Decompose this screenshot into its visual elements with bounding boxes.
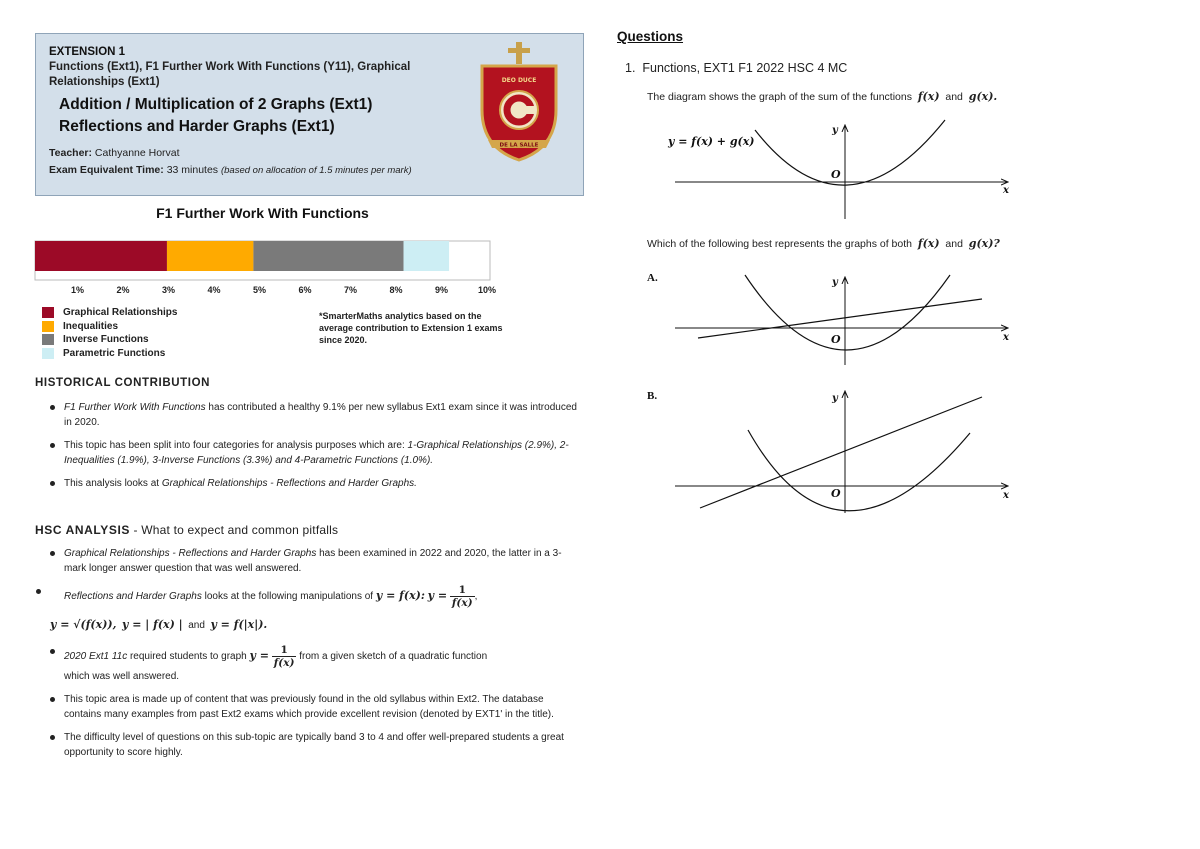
question-1-prompt <box>647 237 1000 250</box>
header-text <box>49 46 469 176</box>
title-line-2: Reflections and Harder Graphs (Ext1) <box>59 118 335 135</box>
exam-time-note: (based on allocation of 1.5 minutes per mark) <box>220 165 412 176</box>
math-expression: y = <box>427 589 448 603</box>
x-axis-label: x <box>1003 332 1009 343</box>
question-title: Functions, EXT1 F1 2022 HSC 4 MC <box>642 61 848 75</box>
bullet-text: and <box>188 620 205 631</box>
list-item <box>50 644 578 684</box>
question-text: The diagram shows the graph of the sum of the functions <box>647 91 912 103</box>
legend-label: Inequalities <box>63 320 119 332</box>
question-text: and <box>945 238 963 250</box>
math-fraction: $\frac{1}{f(x)}$ <box>451 584 473 609</box>
graph-equation-label: y = f(x) + g(x) <box>668 135 755 148</box>
legend-swatch <box>42 348 54 359</box>
parabola-curve <box>745 275 950 350</box>
x-axis-label: x <box>1003 490 1009 501</box>
bar-graphical-relationships <box>35 241 167 271</box>
legend-item-parametric-functions <box>42 347 177 361</box>
bar-inequalities <box>167 241 253 271</box>
list-item <box>50 400 578 430</box>
legend-label: Parametric Functions <box>63 347 166 359</box>
option-b-graph[interactable] <box>660 385 1020 515</box>
title-line-1: Addition / Multiplication of 2 Graphs (Ext1) <box>59 96 373 113</box>
emphasis-text: F1 Further Work With Functions <box>64 402 206 413</box>
historical-contribution-heading: HISTORICAL CONTRIBUTION <box>35 377 211 389</box>
math-expression: y = √(f(x)), <box>50 618 117 631</box>
math-expression: f(x) <box>917 90 940 103</box>
x-tick-label: 4% <box>207 285 221 295</box>
option-a-graph[interactable] <box>660 265 1020 365</box>
questions-heading: Questions <box>617 29 684 44</box>
parabola-curve <box>748 430 970 511</box>
legend-swatch <box>42 321 54 332</box>
x-tick-label: 9% <box>434 285 449 295</box>
option-b-label[interactable]: B. <box>647 390 658 402</box>
x-tick-label: 2% <box>116 285 130 295</box>
sum-function-graph <box>660 115 1020 225</box>
emphasis-text: 2020 Ext1 11c <box>64 651 128 663</box>
bar-parametric-functions <box>404 241 450 271</box>
chart-title: F1 Further Work With Functions <box>156 205 369 221</box>
math-expression: y = f(|x|). <box>210 618 268 631</box>
bullet-text: has contributed a healthy 9.1% per new syllabus Ext1 exam since it was introduced in 2020. <box>64 402 577 428</box>
x-tick-label: 3% <box>161 285 176 295</box>
list-item <box>50 730 578 760</box>
question-text: and <box>945 91 963 103</box>
teacher-name: Cathyanne Horvat <box>94 147 180 159</box>
bullet-text: from a given sketch of a quadratic function <box>299 651 488 663</box>
y-axis-label: y <box>832 393 838 404</box>
x-tick-label: 5% <box>252 285 267 295</box>
x-tick-label: 7% <box>343 285 358 295</box>
chart-analytics-note: *SmarterMaths analytics based on the average contribution to Extension 1 exams since 2020. <box>319 311 503 345</box>
hsc-bullet-list <box>50 546 578 768</box>
hsc-heading-rest: - What to expect and common pitfalls <box>130 523 339 537</box>
header-box <box>35 33 584 196</box>
bullet-text: has been examined in 2022 and 2020, the latter in a 3-mark longer answer question that was well answered. <box>64 548 562 574</box>
extension-label: EXTENSION 1 <box>49 46 126 58</box>
x-tick-label: 10% <box>477 285 497 295</box>
math-expression: f(x) <box>917 237 940 250</box>
math-expression: y = <box>249 649 269 663</box>
page-title <box>49 94 469 138</box>
teacher-line <box>49 147 469 159</box>
chart-bars <box>35 241 449 271</box>
math-fraction: $\frac{1}{f(x)}$ <box>273 644 295 669</box>
math-expression: y = f(x): <box>375 589 425 603</box>
sum-curve <box>755 120 945 185</box>
list-item <box>50 692 578 722</box>
option-a-label[interactable]: A. <box>647 272 658 284</box>
math-expression: g(x)? <box>968 237 1000 250</box>
question-1-stem <box>647 90 997 103</box>
legend-label: Graphical Relationships <box>63 307 178 319</box>
emphasis-text: 1-Graphical Relationships (2.9%), 2-Inequalities (1.9%), 3-Inverse Functions (3.3%) and 4-Parametric Functions (1.0%). <box>64 440 569 466</box>
bullet-text: which was well answered. <box>64 671 180 682</box>
bullet-text: This topic area is made up of content that was previously found in the old syllabus within Ext2. The database contains many examples from past Ext2 exams which provide excellent revision (denoted by EXT1' in the title). <box>64 694 554 720</box>
legend-item-graphical-relationships <box>42 306 177 320</box>
bullet-text: This topic has been split into four categories for analysis purposes which are: <box>64 440 408 451</box>
legend-item-inequalities <box>42 320 177 334</box>
list-item <box>50 476 578 491</box>
exam-time-value: 33 minutes <box>166 164 219 176</box>
y-axis-label: y <box>832 125 838 136</box>
exam-time-line <box>49 164 469 176</box>
x-tick-label: 8% <box>389 285 403 295</box>
topic-subtitle: Functions (Ext1), F1 Further Work With Functions (Y11), Graphical Relationships (Ext1) <box>49 61 411 88</box>
bullet-text: required students to graph <box>127 651 250 663</box>
list-item <box>50 438 578 468</box>
origin-label: O <box>831 487 841 500</box>
contribution-stacked-bar-chart <box>30 230 505 300</box>
x-tick-label: 6% <box>298 285 312 295</box>
chart-x-ticks <box>71 285 496 295</box>
hsc-analysis-heading <box>35 523 338 537</box>
math-expression: y = | f(x) | <box>122 618 183 631</box>
emphasis-text: Graphical Relationships - Reflections and Harder Graphs <box>64 548 317 559</box>
chart-legend <box>42 306 177 360</box>
hsc-heading-bold: HSC ANALYSIS <box>35 523 130 537</box>
legend-swatch <box>42 307 54 318</box>
origin-label: O <box>831 168 841 181</box>
question-text: Which of the following best represents the graphs of both <box>647 238 912 250</box>
school-crest-logo <box>474 40 564 162</box>
legend-item-inverse-functions <box>42 333 177 347</box>
legend-label: Inverse Functions <box>63 334 149 346</box>
x-axis-label: x <box>1003 185 1009 196</box>
logo-text-top: DEO DUCE <box>501 77 537 84</box>
bullet-text: The difficulty level of questions on this sub-topic are typically band 3 to 4 and offer well-prepared students a great opportunity to score highly. <box>64 732 564 758</box>
emphasis-text: Graphical Relationships - Reflections and Harder Graphs. <box>161 478 417 489</box>
logo-text-bottom: DE LA SALLE <box>499 142 539 149</box>
teacher-label: Teacher: <box>49 147 92 159</box>
x-tick-label: 1% <box>70 285 85 295</box>
bullet-text: looks at the following manipulations of <box>201 591 376 603</box>
bullet-text: This analysis looks at <box>64 478 162 489</box>
list-item <box>50 546 578 576</box>
origin-label: O <box>831 333 841 346</box>
straight-line <box>700 397 982 508</box>
list-item: Reflections and Harder Graphs looks at the following manipulations of y = f(x): y = $\frac{1}{f(x)}$ , y = √(f(x)), y = | f(x) | and y = f(|x|). <box>36 584 578 636</box>
legend-swatch <box>42 334 54 345</box>
math-line <box>50 615 578 636</box>
question-number: 1. <box>625 61 636 75</box>
bar-inverse-functions <box>253 241 403 271</box>
math-expression: g(x). <box>968 90 998 103</box>
y-axis-label: y <box>832 277 838 288</box>
exam-time-label: Exam Equivalent Time: <box>49 164 164 176</box>
historical-bullet-list <box>50 400 578 499</box>
question-1-title <box>625 61 847 75</box>
emphasis-text: Reflections and Harder Graphs <box>64 591 202 603</box>
